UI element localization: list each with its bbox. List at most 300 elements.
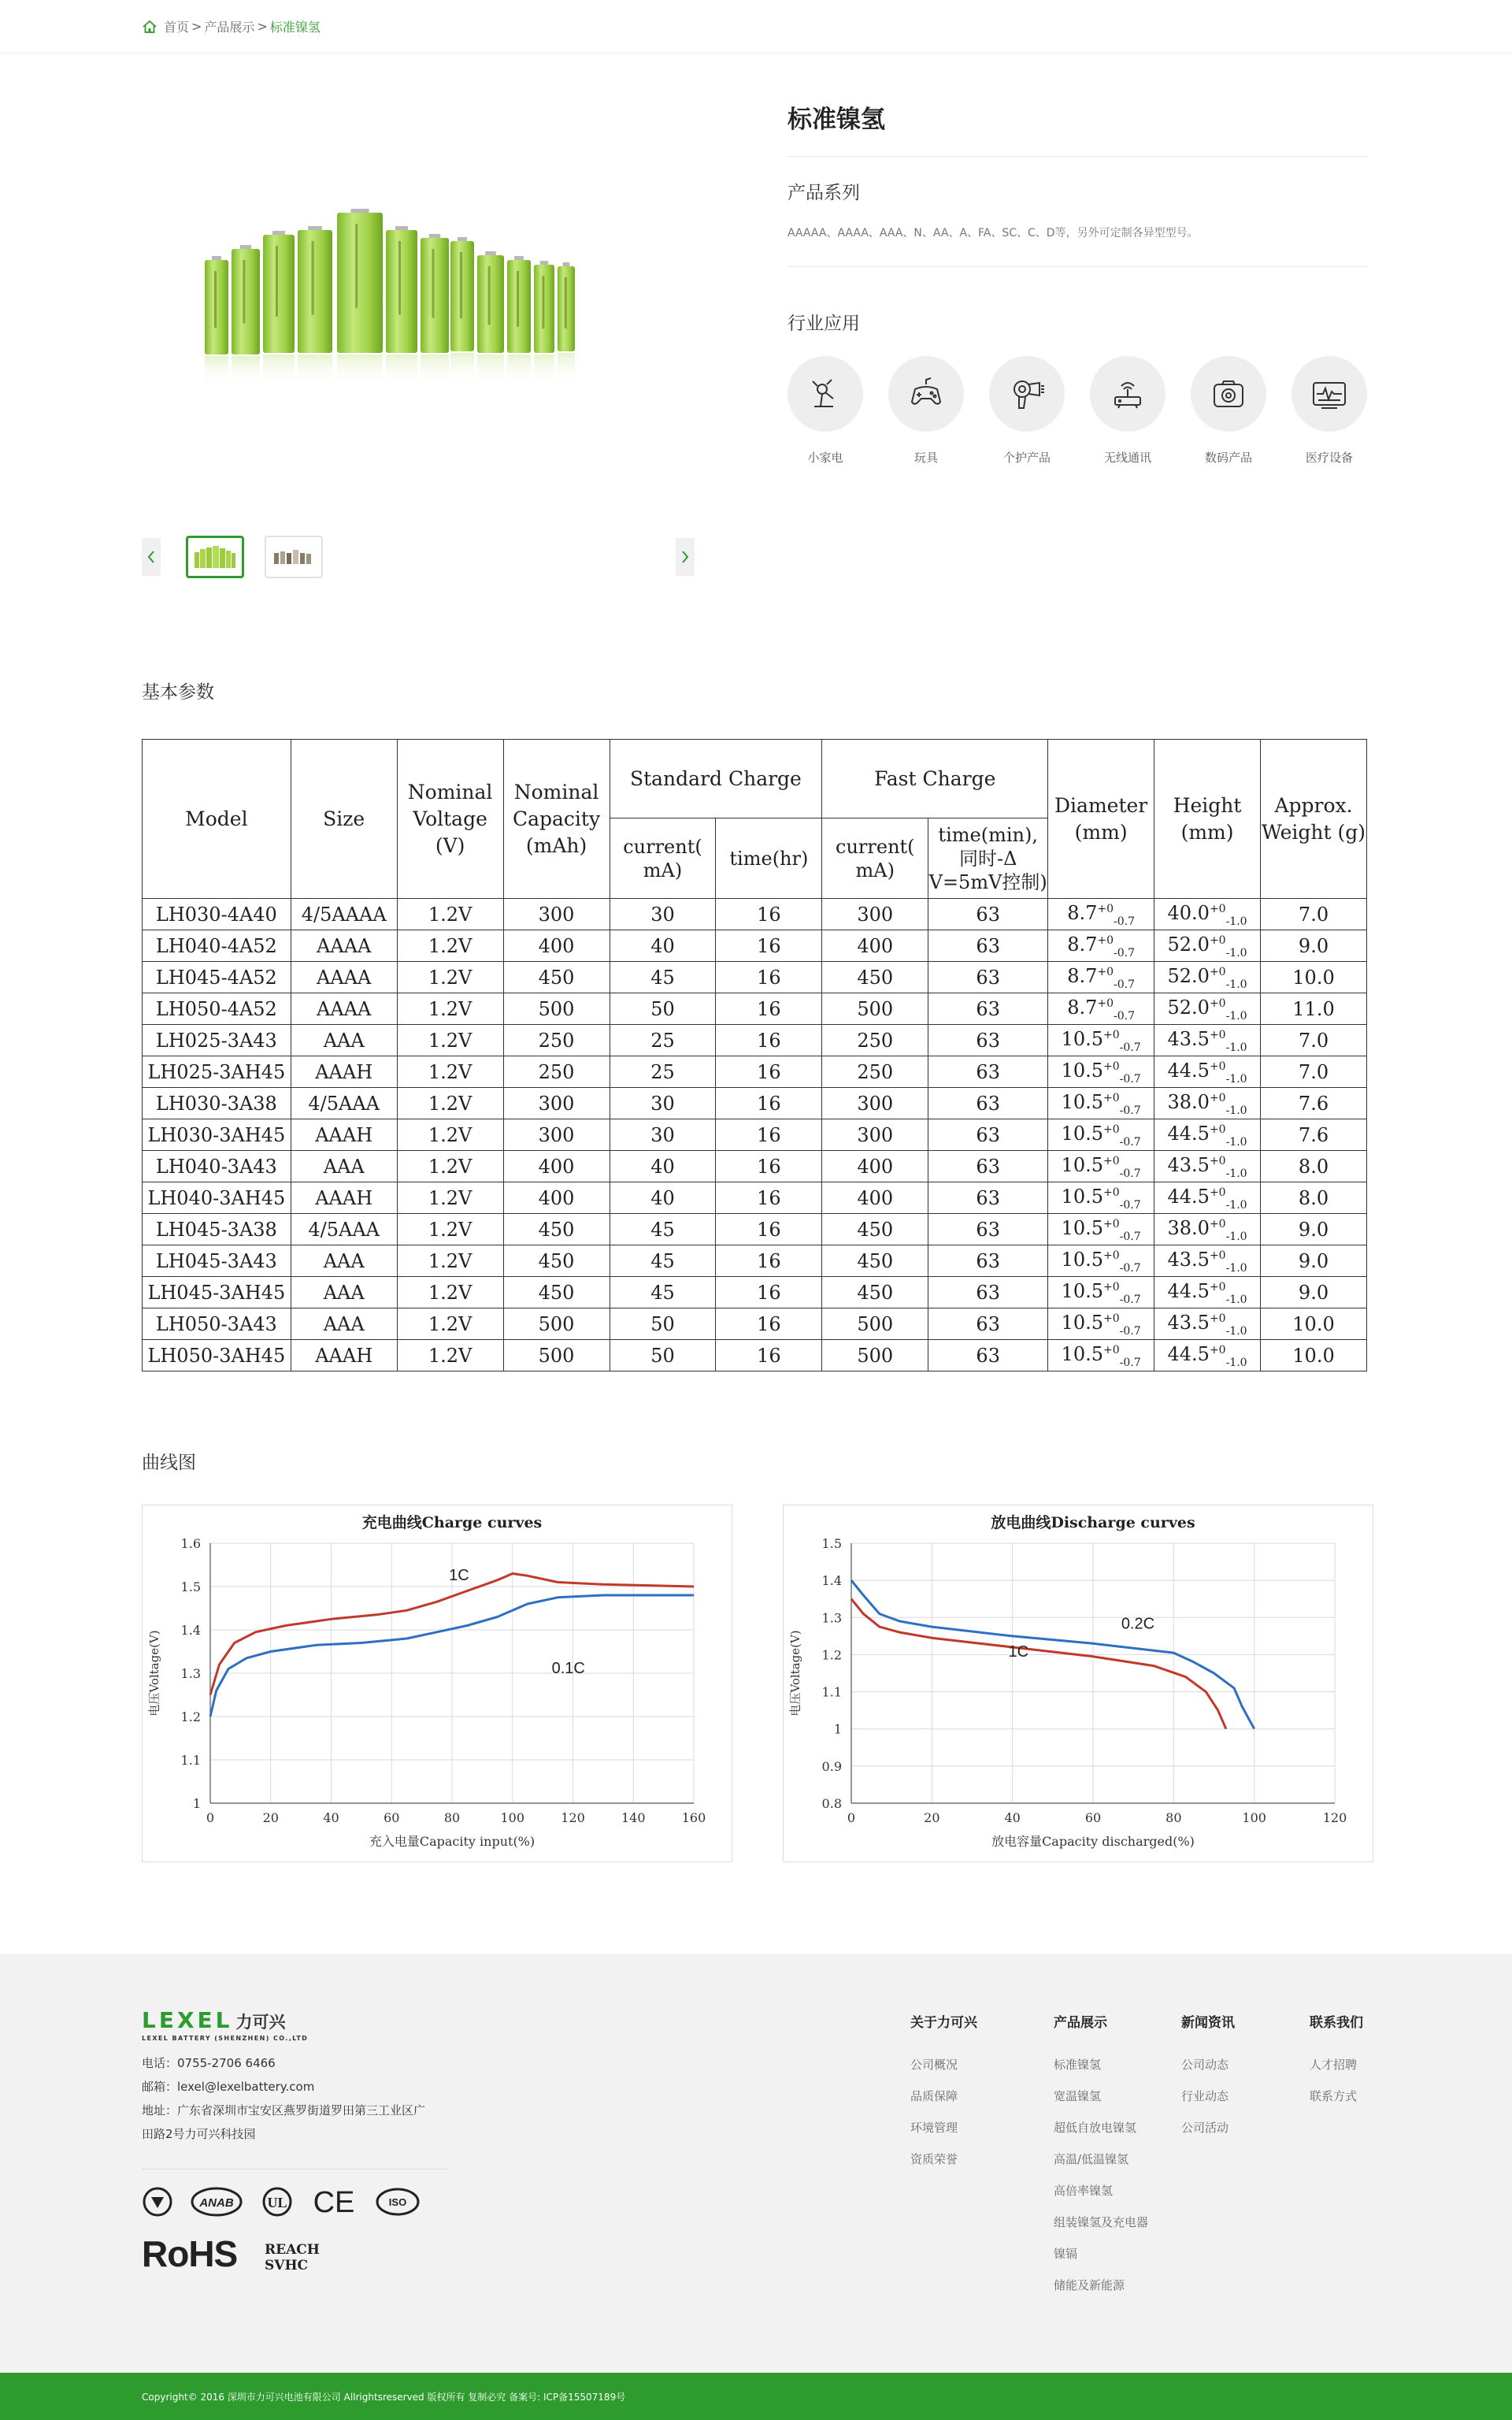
cell-fast-time: 63 <box>928 993 1048 1025</box>
x-tick-label: 120 <box>561 1810 585 1825</box>
cell-weight: 7.6 <box>1261 1119 1367 1151</box>
y-tick-label: 1.4 <box>821 1573 842 1589</box>
table-row <box>143 899 1367 930</box>
cell-size: AAA <box>291 1025 397 1056</box>
header-capacity: Nominal Capacity (mAh) <box>503 740 610 899</box>
cell-height: $43.5^{+0}_{-1.0}$ <box>1154 1025 1261 1056</box>
cell-size: AAAA <box>291 930 397 962</box>
cell-weight: 7.0 <box>1261 1056 1367 1088</box>
svg-text:ISO: ISO <box>388 2196 407 2208</box>
battery-terminal <box>272 231 285 235</box>
cell-std-current: 45 <box>610 1277 716 1308</box>
cell-capacity: 450 <box>503 1214 610 1245</box>
footer-col-products-title: 产品展示 <box>1054 2015 1107 2031</box>
cell-std-time: 16 <box>716 1277 822 1308</box>
battery-cell <box>298 230 332 353</box>
battery-cell <box>477 255 504 353</box>
header-diameter: Diameter (mm) <box>1048 740 1154 899</box>
app-medical[interactable] <box>1292 356 1367 432</box>
cell-fast-current: 450 <box>822 1245 928 1277</box>
chevron-left-icon <box>146 550 156 564</box>
series-text: AAAAA、AAAA、AAA、N、AA、A、FA、SC、C、D等，另外可定制各异型型号。 <box>788 227 1199 239</box>
gamepad-icon <box>907 375 945 413</box>
iso-logo-icon <box>375 2186 421 2218</box>
app-label: 无线通讯 <box>1103 451 1151 465</box>
battery-cell <box>386 230 417 353</box>
breadcrumb <box>142 17 321 35</box>
cell-model: LH045-3A38 <box>143 1214 291 1245</box>
cell-std-time: 16 <box>716 1308 822 1340</box>
cell-height: $44.5^{+0}_{-1.0}$ <box>1154 1056 1261 1088</box>
cell-capacity: 500 <box>503 993 610 1025</box>
cell-std-time: 16 <box>716 993 822 1025</box>
cell-diameter: $8.7^{+0}_{-0.7}$ <box>1048 930 1154 962</box>
cell-capacity: 250 <box>503 1025 610 1056</box>
battery-terminal <box>350 209 369 213</box>
ce-cert-badge <box>310 2184 358 2219</box>
discharge-curve-svg <box>784 1505 1374 1863</box>
chart-title: 充电曲线Charge curves <box>361 1514 543 1531</box>
cell-height: $52.0^{+0}_{-1.0}$ <box>1154 930 1261 962</box>
gallery-thumbnail-2[interactable] <box>265 536 323 578</box>
cell-model: LH025-3AH45 <box>143 1056 291 1088</box>
footer-col-news-title: 新闻资讯 <box>1181 2015 1235 2031</box>
cell-height: $43.5^{+0}_{-1.0}$ <box>1154 1308 1261 1340</box>
battery-reflection <box>558 353 575 384</box>
footer-link[interactable]: 公司动态 <box>1181 2058 1229 2072</box>
cell-model: LH050-4A52 <box>143 993 291 1025</box>
footer-link[interactable]: 环境管理 <box>910 2121 958 2135</box>
product-image <box>197 197 638 410</box>
cell-fast-time: 63 <box>928 1308 1048 1340</box>
footer-link[interactable]: 联系方式 <box>1310 2089 1358 2103</box>
cell-voltage: 1.2V <box>397 1308 503 1340</box>
battery-terminal <box>212 256 221 260</box>
cell-capacity: 250 <box>503 1056 610 1088</box>
battery-cell <box>421 238 449 353</box>
charge-curve-svg <box>143 1505 733 1863</box>
cell-weight: 9.0 <box>1261 1214 1367 1245</box>
cell-std-current: 45 <box>610 1245 716 1277</box>
svg-text:UL: UL <box>267 2195 287 2210</box>
footer-link[interactable]: 超低自放电镍氢 <box>1054 2121 1137 2135</box>
table-row <box>143 1088 1367 1119</box>
table-row <box>143 1056 1367 1088</box>
battery-terminal <box>458 237 467 241</box>
gallery-prev-button[interactable] <box>142 538 161 576</box>
cell-std-time: 16 <box>716 962 822 993</box>
cell-size: AAAH <box>291 1182 397 1214</box>
cell-size: 4/5AAA <box>291 1214 397 1245</box>
battery-reflection <box>534 354 554 386</box>
cell-model: LH045-3A43 <box>143 1245 291 1277</box>
battery-label-mark <box>312 241 314 315</box>
cell-voltage: 1.2V <box>397 1245 503 1277</box>
cell-std-current: 30 <box>610 899 716 930</box>
cell-fast-current: 500 <box>822 993 928 1025</box>
y-tick-label: 1.1 <box>180 1753 201 1768</box>
x-tick-label: 160 <box>681 1810 706 1825</box>
cell-diameter: $10.5^{+0}_{-0.7}$ <box>1048 1025 1154 1056</box>
cell-size: AAAH <box>291 1340 397 1371</box>
cell-model: LH030-3AH45 <box>143 1119 291 1151</box>
logo-cn: 力可兴 <box>235 2013 286 2032</box>
cell-voltage: 1.2V <box>397 962 503 993</box>
y-tick-label: 1.2 <box>180 1709 201 1724</box>
app-label: 玩具 <box>914 451 938 465</box>
cell-capacity: 400 <box>503 1182 610 1214</box>
footer-address-line2: 田路2号力可兴科技园 <box>142 2127 256 2141</box>
cell-fast-current: 300 <box>822 1088 928 1119</box>
battery-reflection <box>232 356 260 388</box>
cell-fast-time: 63 <box>928 1119 1048 1151</box>
cell-height: $40.0^{+0}_{-1.0}$ <box>1154 899 1261 930</box>
cell-fast-current: 400 <box>822 1151 928 1182</box>
cell-voltage: 1.2V <box>397 1151 503 1182</box>
logo-subtitle: LEXEL BATTERY (SHENZHEN) CO.,LTD <box>142 2035 309 2042</box>
header-fast-time: time(min), 同时-Δ V=5mV控制) <box>928 818 1048 899</box>
table-row <box>143 1308 1367 1340</box>
copyright-bar <box>0 2373 1512 2420</box>
breadcrumb-home[interactable]: 首页 <box>164 20 190 35</box>
footer-col-contact-title: 联系我们 <box>1310 2015 1363 2031</box>
footer-link[interactable]: 储能及新能源 <box>1054 2278 1125 2292</box>
cell-weight: 10.0 <box>1261 962 1367 993</box>
cell-std-current: 30 <box>610 1088 716 1119</box>
svg-text:CE: CE <box>313 2186 355 2218</box>
cell-diameter: $10.5^{+0}_{-0.7}$ <box>1048 1214 1154 1245</box>
y-tick-label: 1 <box>833 1721 842 1737</box>
cell-fast-time: 63 <box>928 1182 1048 1214</box>
energy-star-icon <box>142 2186 173 2218</box>
breadcrumb-products[interactable]: 产品展示 <box>204 20 255 35</box>
series-annotation: 1C <box>449 1566 469 1584</box>
battery-terminal <box>395 226 408 230</box>
cell-voltage: 1.2V <box>397 899 503 930</box>
cell-std-current: 40 <box>610 1182 716 1214</box>
cell-std-current: 50 <box>610 993 716 1025</box>
home-icon[interactable] <box>142 20 158 34</box>
cell-model: LH040-3A43 <box>143 1151 291 1182</box>
app-label: 个护产品 <box>1002 451 1051 465</box>
footer-link[interactable]: 镍镉 <box>1054 2247 1078 2261</box>
battery-cell <box>232 249 260 354</box>
cell-fast-current: 250 <box>822 1056 928 1088</box>
battery-reflection <box>507 354 531 386</box>
x-tick-label: 120 <box>1322 1810 1347 1825</box>
product-title: 标准镍氢 <box>788 106 885 134</box>
table-row <box>143 930 1367 962</box>
app-label: 数码产品 <box>1204 451 1252 465</box>
y-tick-label: 1.3 <box>821 1610 842 1626</box>
cell-voltage: 1.2V <box>397 1119 503 1151</box>
battery-label-mark <box>488 266 491 325</box>
anab-logo-icon <box>191 2186 243 2218</box>
header-height: Height (mm) <box>1154 740 1261 899</box>
x-tick-label: 100 <box>1242 1810 1266 1825</box>
curves-title: 曲线图 <box>142 1453 196 1473</box>
cell-size: AAA <box>291 1277 397 1308</box>
app-label: 医疗设备 <box>1305 451 1353 465</box>
header-std-time: time(hr) <box>716 818 822 899</box>
cell-diameter: $8.7^{+0}_{-0.7}$ <box>1048 993 1154 1025</box>
footer-logo[interactable] <box>142 2007 308 2042</box>
battery-reflection <box>337 354 383 386</box>
app-wireless[interactable] <box>1090 356 1166 432</box>
cell-height: $38.0^{+0}_{-1.0}$ <box>1154 1088 1261 1119</box>
header-fast-current: current( mA) <box>822 818 928 899</box>
table-row <box>143 1214 1367 1245</box>
hair-dryer-icon <box>1008 375 1046 413</box>
cell-size: AAA <box>291 1308 397 1340</box>
x-tick-label: 60 <box>1084 1810 1102 1825</box>
x-tick-label: 0 <box>206 1810 215 1825</box>
chart-title: 放电曲线Discharge curves <box>991 1514 1195 1531</box>
cell-std-time: 16 <box>716 1151 822 1182</box>
cell-voltage: 1.2V <box>397 1277 503 1308</box>
footer-link[interactable]: 标准镍氢 <box>1054 2058 1102 2072</box>
cell-capacity: 450 <box>503 1277 610 1308</box>
y-tick-label: 1.2 <box>821 1647 842 1663</box>
cell-model: LH050-3AH45 <box>143 1340 291 1371</box>
footer-link[interactable]: 组装镍氢及充电器 <box>1054 2215 1149 2229</box>
logo-wordmark: LEXEL <box>142 2007 233 2033</box>
header-weight: Approx. Weight (g) <box>1261 740 1367 899</box>
battery-terminal <box>563 262 570 266</box>
cell-model: LH040-4A52 <box>143 930 291 962</box>
battery-terminal <box>540 261 548 265</box>
cell-diameter: $10.5^{+0}_{-0.7}$ <box>1048 1151 1154 1182</box>
table-row <box>143 1151 1367 1182</box>
cell-weight: 7.0 <box>1261 899 1367 930</box>
cell-std-time: 16 <box>716 1245 822 1277</box>
cell-diameter: $10.5^{+0}_{-0.7}$ <box>1048 1119 1154 1151</box>
cell-diameter: $10.5^{+0}_{-0.7}$ <box>1048 1182 1154 1214</box>
cell-fast-current: 400 <box>822 930 928 962</box>
battery-reflection <box>205 356 228 388</box>
cell-height: $44.5^{+0}_{-1.0}$ <box>1154 1340 1261 1371</box>
y-tick-label: 1 <box>192 1796 201 1811</box>
app-personal-care[interactable] <box>989 356 1065 432</box>
cell-std-current: 40 <box>610 1151 716 1182</box>
cell-capacity: 300 <box>503 1119 610 1151</box>
header-voltage: Nominal Voltage (V) <box>397 740 503 899</box>
cell-weight: 9.0 <box>1261 1277 1367 1308</box>
charge-curve-chart <box>142 1505 732 1862</box>
cell-voltage: 1.2V <box>397 993 503 1025</box>
chevron-right-icon <box>680 550 690 564</box>
cell-fast-current: 300 <box>822 899 928 930</box>
x-axis-label: 放电容量Capacity discharged(%) <box>991 1834 1195 1849</box>
cell-std-current: 25 <box>610 1056 716 1088</box>
cell-fast-current: 450 <box>822 1277 928 1308</box>
footer-link[interactable]: 品质保障 <box>910 2089 958 2103</box>
anab-cert-badge <box>189 2184 244 2219</box>
cell-size: 4/5AAA <box>291 1088 397 1119</box>
x-tick-label: 40 <box>323 1810 339 1825</box>
footer-link[interactable]: 宽温镍氢 <box>1054 2089 1102 2103</box>
battery-label-mark <box>432 249 434 318</box>
table-row <box>143 1245 1367 1277</box>
cell-fast-time: 63 <box>928 1277 1048 1308</box>
footer-email: 邮箱：lexel@lexelbattery.com <box>142 2080 315 2094</box>
medical-monitor-icon <box>1310 375 1348 413</box>
cell-diameter: $10.5^{+0}_{-0.7}$ <box>1048 1340 1154 1371</box>
cell-size: AAAA <box>291 993 397 1025</box>
y-axis-label: 电压Voltage(V) <box>788 1630 802 1717</box>
x-tick-label: 20 <box>262 1810 279 1825</box>
cell-weight: 10.0 <box>1261 1340 1367 1371</box>
cell-capacity: 450 <box>503 1245 610 1277</box>
table-row <box>143 1277 1367 1308</box>
battery-label-mark <box>243 260 245 323</box>
cell-capacity: 500 <box>503 1340 610 1371</box>
cell-fast-time: 63 <box>928 1088 1048 1119</box>
y-tick-label: 1.3 <box>180 1666 201 1681</box>
cell-std-current: 40 <box>610 930 716 962</box>
cell-capacity: 450 <box>503 962 610 993</box>
cell-std-current: 25 <box>610 1025 716 1056</box>
cell-std-current: 45 <box>610 1214 716 1245</box>
energy-cert-badge <box>140 2184 175 2219</box>
cell-diameter: $10.5^{+0}_{-0.7}$ <box>1048 1277 1154 1308</box>
cell-voltage: 1.2V <box>397 930 503 962</box>
router-icon <box>1109 375 1147 413</box>
table-row <box>143 1182 1367 1214</box>
thumbnail-image <box>266 537 321 577</box>
cell-weight: 11.0 <box>1261 993 1367 1025</box>
battery-reflection <box>477 354 504 386</box>
cell-std-time: 16 <box>716 930 822 962</box>
breadcrumb-separator: > <box>191 19 202 34</box>
ul-logo-icon <box>261 2186 293 2218</box>
cell-height: $52.0^{+0}_{-1.0}$ <box>1154 962 1261 993</box>
footer-link[interactable]: 公司活动 <box>1181 2121 1229 2135</box>
series-annotation: 1C <box>1008 1642 1029 1661</box>
footer-link[interactable]: 行业动态 <box>1181 2089 1229 2103</box>
cell-weight: 9.0 <box>1261 930 1367 962</box>
cell-std-current: 50 <box>610 1340 716 1371</box>
app-appliance[interactable] <box>788 356 863 432</box>
cell-size: AAA <box>291 1245 397 1277</box>
app-toy[interactable] <box>888 356 964 432</box>
breadcrumb-bar <box>0 0 1512 54</box>
cell-std-time: 16 <box>716 1340 822 1371</box>
cell-height: $44.5^{+0}_{-1.0}$ <box>1154 1119 1261 1151</box>
cell-model: LH040-3AH45 <box>143 1182 291 1214</box>
x-tick-label: 80 <box>1166 1810 1182 1825</box>
divider <box>788 156 1367 157</box>
divider <box>788 266 1367 267</box>
series-annotation: 0.2C <box>1121 1615 1155 1633</box>
cell-fast-time: 63 <box>928 899 1048 930</box>
header-standard-charge: Standard Charge <box>610 740 822 818</box>
battery-label-mark <box>460 252 462 318</box>
x-tick-label: 0 <box>847 1810 856 1825</box>
series-label: 产品系列 <box>788 183 860 203</box>
cell-diameter: $8.7^{+0}_{-0.7}$ <box>1048 899 1154 930</box>
cell-model: LH030-4A40 <box>143 899 291 930</box>
y-tick-label: 1.5 <box>821 1536 842 1551</box>
gallery-next-button[interactable] <box>676 538 695 576</box>
footer-link[interactable]: 人才招聘 <box>1310 2058 1358 2072</box>
cell-fast-current: 500 <box>822 1340 928 1371</box>
thumbnail-image <box>188 538 242 576</box>
cell-height: $52.0^{+0}_{-1.0}$ <box>1154 993 1261 1025</box>
cell-fast-time: 63 <box>928 1214 1048 1245</box>
series-line-1C <box>851 1599 1226 1729</box>
cell-diameter: $10.5^{+0}_{-0.7}$ <box>1048 1308 1154 1340</box>
app-label: 小家电 <box>807 451 843 465</box>
breadcrumb-current: 标准镍氢 <box>269 20 321 35</box>
cell-diameter: $10.5^{+0}_{-0.7}$ <box>1048 1245 1154 1277</box>
cell-fast-time: 63 <box>928 1025 1048 1056</box>
x-tick-label: 40 <box>1004 1810 1021 1825</box>
footer-link[interactable]: 资质荣誉 <box>910 2152 958 2166</box>
cell-std-current: 30 <box>610 1119 716 1151</box>
battery-terminal <box>240 245 251 249</box>
cell-capacity: 400 <box>503 1151 610 1182</box>
battery-reflection <box>263 354 295 386</box>
battery-group-illustration <box>197 197 638 410</box>
battery-reflection <box>450 353 474 384</box>
cell-fast-time: 63 <box>928 1340 1048 1371</box>
footer-link[interactable]: 高倍率镍氢 <box>1054 2184 1114 2198</box>
series-annotation: 0.1C <box>551 1660 585 1677</box>
cell-capacity: 300 <box>503 899 610 930</box>
header-std-current: current( mA) <box>610 818 716 899</box>
footer-link[interactable]: 高温/低温镍氢 <box>1054 2152 1129 2166</box>
cell-voltage: 1.2V <box>397 1025 503 1056</box>
cell-weight: 10.0 <box>1261 1308 1367 1340</box>
footer-link[interactable]: 公司概况 <box>910 2058 958 2072</box>
battery-reflection <box>298 354 332 386</box>
battery-label-mark <box>398 241 401 315</box>
y-tick-label: 1.6 <box>180 1536 201 1551</box>
battery-label-mark <box>355 224 358 308</box>
app-digital[interactable] <box>1191 356 1266 432</box>
cell-capacity: 400 <box>503 930 610 962</box>
battery-label-mark <box>542 276 544 328</box>
cell-weight: 7.6 <box>1261 1088 1367 1119</box>
cell-height: $44.5^{+0}_{-1.0}$ <box>1154 1277 1261 1308</box>
gallery-thumbnail-1[interactable] <box>186 536 244 578</box>
cell-size: AAAH <box>291 1119 397 1151</box>
cell-fast-time: 63 <box>928 962 1048 993</box>
cell-weight: 9.0 <box>1261 1245 1367 1277</box>
rohs-cert: RoHS <box>142 2233 238 2274</box>
cell-voltage: 1.2V <box>397 1214 503 1245</box>
applications-label: 行业应用 <box>788 314 860 334</box>
cell-std-time: 16 <box>716 1088 822 1119</box>
table-row <box>143 1119 1367 1151</box>
cell-size: 4/5AAAA <box>291 899 397 930</box>
battery-label-mark <box>214 271 217 328</box>
footer-col-about-title: 关于力可兴 <box>910 2015 977 2031</box>
cell-diameter: $10.5^{+0}_{-0.7}$ <box>1048 1088 1154 1119</box>
cell-std-time: 16 <box>716 1119 822 1151</box>
cell-std-time: 16 <box>716 1214 822 1245</box>
svhc-label: SVHC <box>265 2258 309 2273</box>
battery-terminal <box>308 226 322 230</box>
cell-fast-current: 400 <box>822 1182 928 1214</box>
cell-diameter: $8.7^{+0}_{-0.7}$ <box>1048 962 1154 993</box>
cell-std-time: 16 <box>716 1056 822 1088</box>
cell-fast-time: 63 <box>928 930 1048 962</box>
cell-weight: 8.0 <box>1261 1182 1367 1214</box>
cell-weight: 8.0 <box>1261 1151 1367 1182</box>
params-table <box>142 739 1367 1371</box>
